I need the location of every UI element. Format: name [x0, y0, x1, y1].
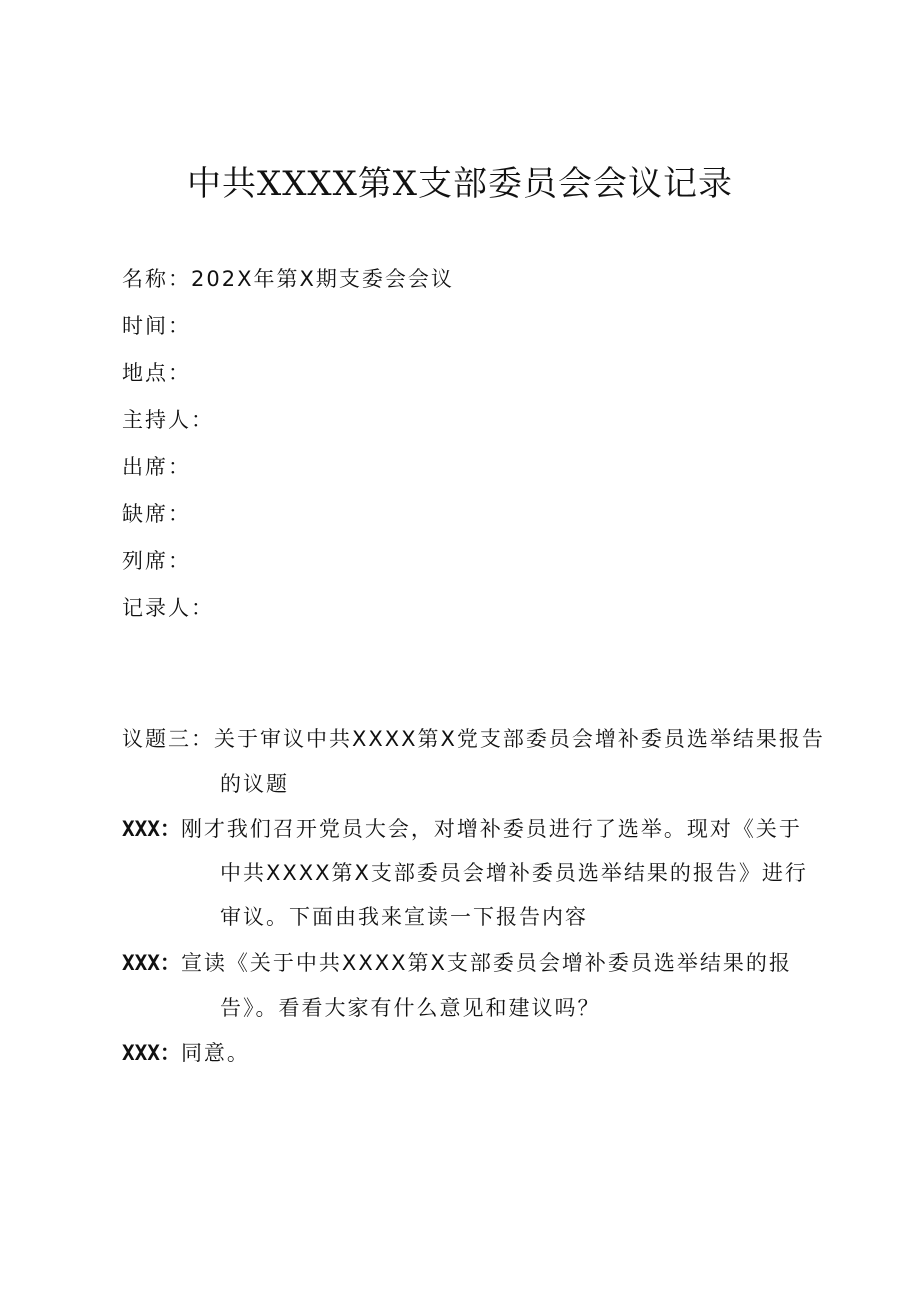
field-label: 主持人： [122, 408, 214, 432]
minutes-entry [122, 948, 792, 978]
field-time [122, 311, 191, 341]
field-attendees [122, 452, 191, 482]
minutes-text: 告》。看看大家有什么意见和建议吗？ [220, 996, 601, 1020]
agenda-line: 的议题 [220, 772, 289, 796]
field-label: 名称： [122, 267, 191, 291]
field-host [122, 405, 214, 435]
field-recorder [122, 593, 214, 623]
field-value: 202X年第X期支委会会议 [191, 267, 454, 291]
field-label: 出席： [122, 455, 191, 479]
field-absent [122, 499, 191, 529]
minutes-entry [122, 1038, 250, 1068]
speaker-label: XXX： [122, 817, 181, 841]
field-label: 缺席： [122, 502, 191, 526]
minutes-text: 刚才我们召开党员大会，对增补委员进行了选举。现对《关于 [180, 817, 802, 841]
minutes-text: 同意。 [180, 1041, 250, 1065]
field-label: 记录人： [122, 596, 214, 620]
minutes-text: 审议。下面由我来宣读一下报告内容 [220, 905, 588, 929]
field-observers [122, 546, 191, 576]
field-location [122, 358, 191, 388]
speaker-label: XXX： [122, 951, 181, 975]
field-name [122, 264, 454, 294]
document-title: 中共XXXX第X支部委员会会议记录 [186, 164, 734, 204]
field-label: 地点： [122, 361, 191, 385]
field-label: 时间： [122, 314, 191, 338]
field-label: 列席： [122, 549, 191, 573]
agenda-line: 议题三：关于审议中共XXXX第X党支部委员会增补委员选举结果报告 [122, 727, 825, 751]
speaker-label: XXX： [122, 1041, 181, 1065]
minutes-text: 宣读《关于中共XXXX第X支部委员会增补委员选举结果的报 [180, 951, 792, 975]
minutes-entry [122, 814, 802, 844]
minutes-text: 中共XXXX第X支部委员会增补委员选举结果的报告》进行 [220, 861, 808, 885]
